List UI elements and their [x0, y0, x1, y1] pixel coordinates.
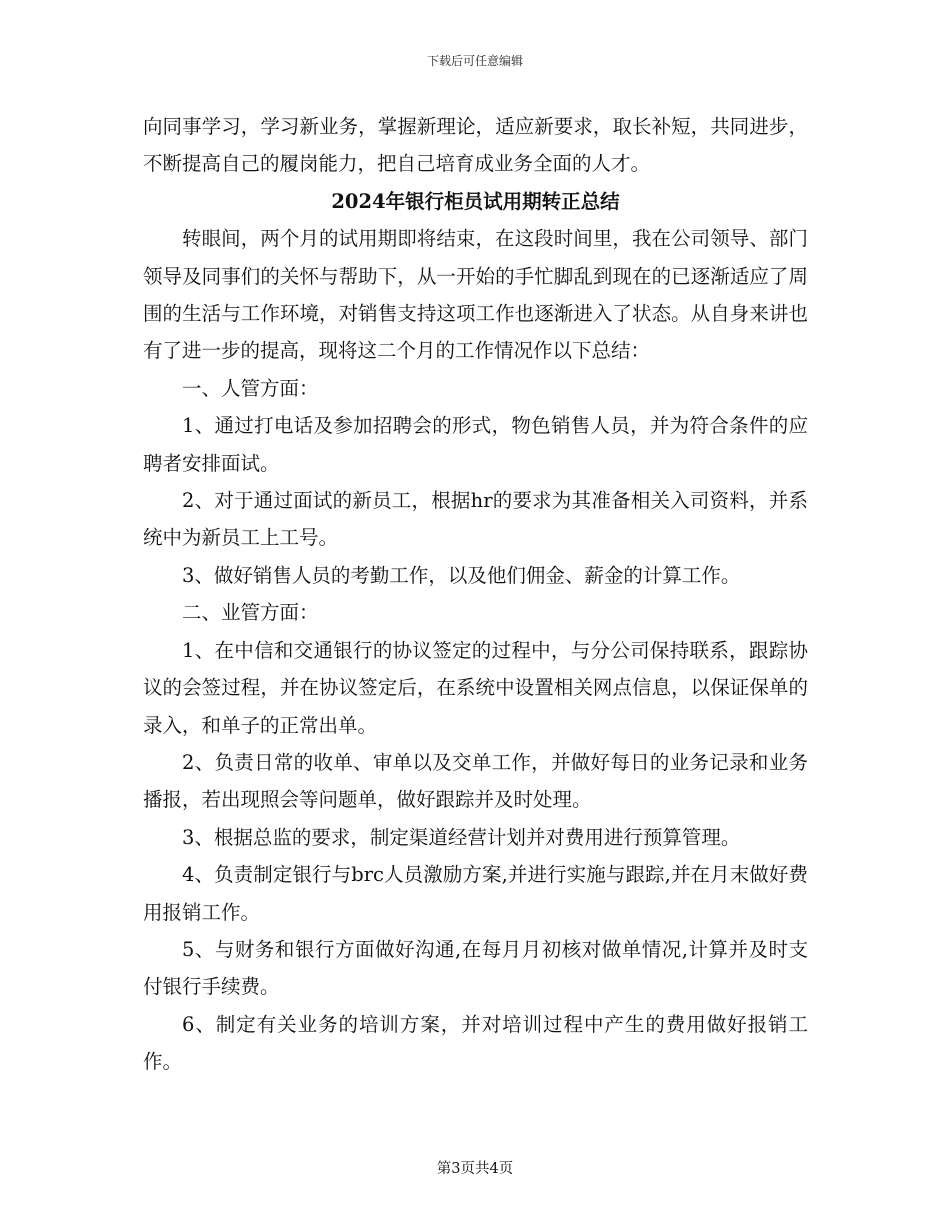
paragraph-business-3: 3、根据总监的要求，制定渠道经营计划并对费用进行预算管理。 [182, 825, 741, 849]
paragraph-personnel-3: 3、做好销售人员的考勤工作，以及他们佣金、薪金的计算工作。 [182, 563, 741, 587]
page-header: 下载后可任意编辑 [426, 54, 523, 68]
document-title: 2024年银行柜员试用期转正总结 [331, 189, 620, 213]
paragraph-business-2: 2、负责日常的收单、审单以及交单工作，并做好每日的业务记录和业务播报，若出现照会等问题单，做好跟踪并及时处理。 [143, 750, 808, 812]
page-number: 第3页共4页 [436, 1161, 514, 1177]
paragraph-intro: 转眼间，两个月的试用期即将结束，在这段时间里，我在公司领导、部门领导及同事们的关怀与帮助下，从一开始的手忙脚乱到现在的已逐渐适应了周围的生活与工作环境，对销售支持这项工作也逐渐进入了状态。从自身来讲也有了进一步的提高，现将这二个月的工作情况作以下总结： [143, 227, 808, 363]
paragraph-personnel-1: 1、通过打电话及参加招聘会的形式，物色销售人员，并为符合条件的应聘者安排面试。 [143, 414, 808, 475]
section-heading-business: 二、业管方面： [182, 601, 319, 625]
section-heading-personnel: 一、人管方面： [182, 376, 319, 400]
continuation-paragraph: 向同事学习，学习新业务，掌握新理论，适应新要求，取长补短，共同进步，不断提高自己的履岗能力，把自己培育成业务全面的人才。 [143, 115, 808, 176]
paragraph-business-5: 5、与财务和银行方面做好沟通,在每月月初核对做单情况,计算并及时支付银行手续费。 [143, 937, 808, 999]
paragraph-business-1: 1、在中信和交通银行的协议签定的过程中，与分公司保持联系，跟踪协议的会签过程，并在协议签定后，在系统中设置相关网点信息，以保证保单的录入，和单子的正常出单。 [143, 638, 808, 737]
document-body [143, 108, 808, 1081]
paragraph-personnel-2: 2、对于通过面试的新员工，根据hr的要求为其准备相关入司资料，并系统中为新员工上工号。 [143, 489, 808, 550]
paragraph-business-6: 6、制定有关业务的培训方案，并对培训过程中产生的费用做好报销工作。 [143, 1012, 808, 1074]
paragraph-business-4: 4、负责制定银行与brc人员激励方案,并进行实施与跟踪,并在月末做好费用报销工作。 [143, 863, 808, 924]
